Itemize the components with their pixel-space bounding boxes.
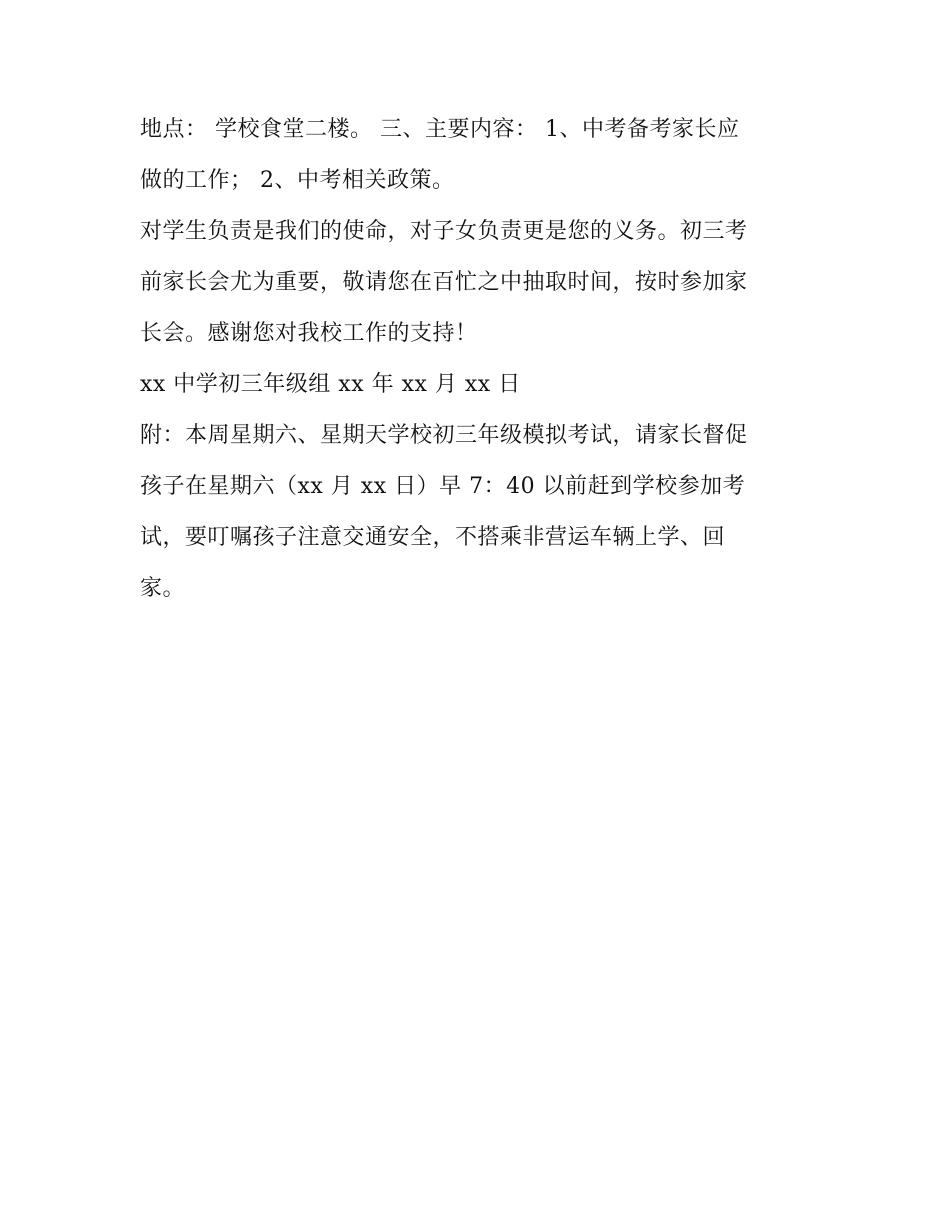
text-line-appendix-time: 孩子在星期六（xx 月 xx 日）早 7：40 以前赶到学校参加考: [140, 474, 746, 499]
text-line-signature: xx 中学初三年级组 xx 年 xx 月 xx 日: [140, 372, 521, 397]
text-line-appendix-safety: 试，要叮嘱孩子注意交通安全，不搭乘非营运车辆上学、回: [140, 525, 726, 550]
text-line-appendix: 附：本周星期六、星期天学校初三年级模拟考试，请家长督促: [140, 423, 748, 448]
text-line-content: 做的工作； 2、中考相关政策。: [140, 168, 455, 193]
text-line-responsibility: 对学生负责是我们的使命，对子女负责更是您的义务。初三考: [140, 219, 748, 244]
text-line-importance: 前家长会尤为重要，敬请您在百忙之中抽取时间，按时参加家: [140, 270, 748, 295]
text-line-appendix-end: 家。: [140, 576, 186, 601]
text-line-thanks: 长会。感谢您对我校工作的支持！: [140, 321, 478, 346]
text-line-location: 地点： 学校食堂二楼。 三、主要内容： 1、中考备考家长应: [140, 117, 740, 142]
document-body: [140, 109, 820, 619]
